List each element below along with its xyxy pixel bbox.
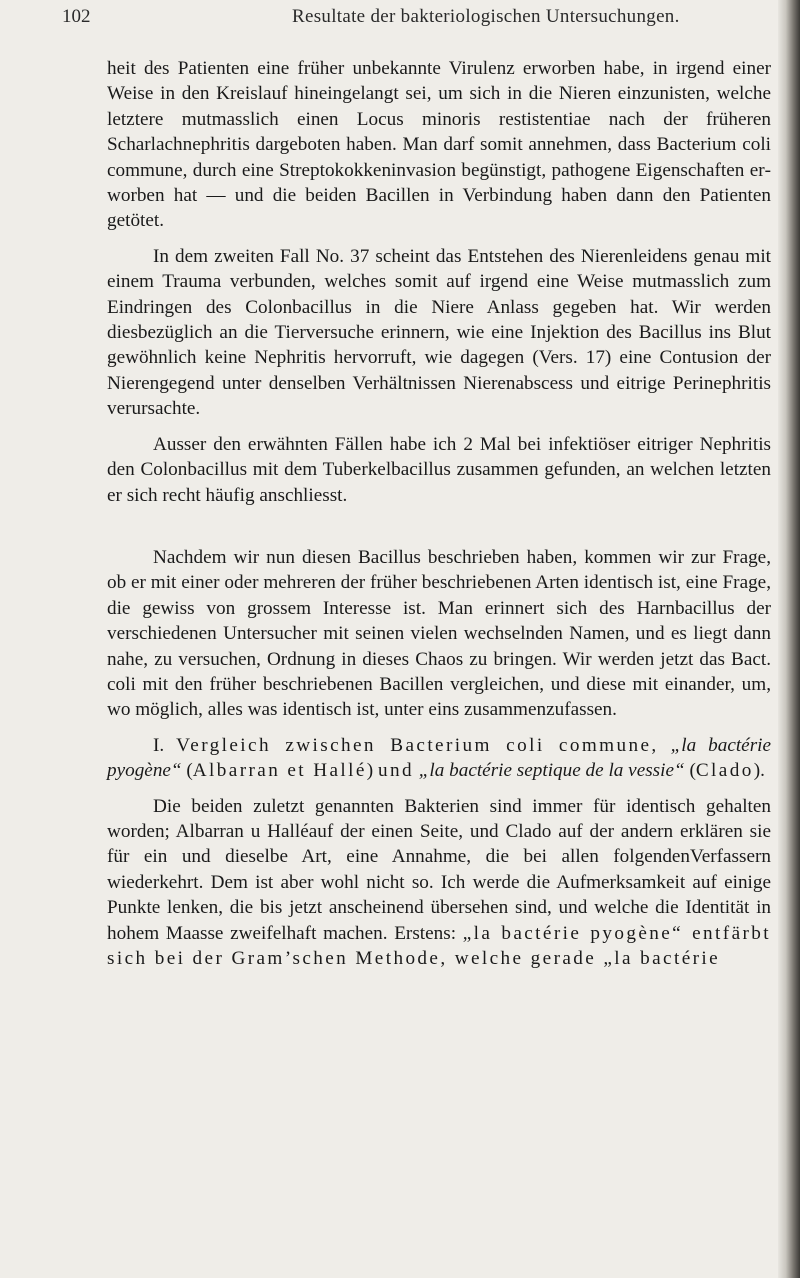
- section-heading-comparison: [107, 733, 771, 784]
- paragraph-fall-37: In dem zweiten Fall No. 37 scheint das Entstehen des Nierenleidens genau mit einem Trauma verbunden, welches somit auf irgend eine Weise mutmasslich zum Eindringen des Colonbacillus in die Niere Anlass gegeben hat. Wir werden diesbezüglich an die Tierversuche erinnern, wie eine Injektion des Bacillus ins Blut gewöhnlich keine Nephritis hervorruft, wie dagegen (Vers. 17) eine Contusion der Nierengegend unter denselben Verhältnissen Nierenabscess und eitrige Perinephritis verursachte.: [107, 245, 771, 420]
- paragraph-tuberkelbacillus: Ausser den erwähnten Fällen habe ich 2 Mal bei infektiöser eitriger Nephritis den Colonbacillus mit dem Tuberkelbacillus zusammen gefunden, an welchen letzten er sich recht häufig anschliesst.: [107, 433, 771, 506]
- page-edge-shadow: [778, 0, 800, 1278]
- body-text: [107, 56, 771, 971]
- discussion-text: Die beiden zuletzt genannten Bakterien sind immer für identisch gehalten worden; Albarran u Halléauf der einen Seite, und Clado auf der andern erklären sie für ein und dieselbe Art, eine Annahme, die bei allen folgendenVerfassern wiederkehrt. Dem ist aber wohl nicht so. Ich werde die Aufmerksamkeit auf einige Punkte lenken, die bis jetzt anscheinend übersehen sind, und welche die Identität in hohem Maasse zweifelhaft machen. Erstens:: [107, 795, 771, 944]
- paragraph-identity-discussion: [107, 794, 771, 972]
- heading-author-albarran: Albarran et Hallé: [192, 760, 367, 782]
- paragraph-continuation: heit des Patienten eine früher unbekannte Virulenz erworben habe, in irgend einer Weise in den Kreislauf hineingelangt sei, um sich in die Nieren einzunisten, welche letztere mutmasslich einen Locus minoris restistentiae nach der früheren Scharlachnephritis dargeboten haben. Man darf somit annehmen, dass Bacterium coli commune, durch eine Streptokokkeninvasion begünstigt, pathogene Eigenschaften erworben hat — und die beiden Bacillen in Verbindung haben dann den Patienten getötet.: [107, 58, 771, 232]
- page-number: 102: [62, 6, 91, 27]
- running-head: [62, 4, 762, 34]
- running-head-title: Resultate der bakteriologischen Untersuchungen.: [292, 6, 680, 27]
- heading-author-clado: Clado: [695, 760, 754, 782]
- heading-plain-part-1: (: [181, 760, 193, 782]
- section-numeral: I.: [153, 734, 165, 756]
- heading-italic-part-2: „la bactérie septique de la vessie“: [418, 760, 685, 782]
- heading-spaced-part-1: Vergleich zwischen Bacterium coli commune,: [176, 734, 659, 756]
- heading-und: und: [377, 760, 414, 782]
- heading-plain-part-3: (: [684, 760, 696, 782]
- heading-plain-part-4: ).: [753, 760, 765, 782]
- paragraph-identity-question: Nachdem wir nun diesen Bacillus beschrieben haben, kommen wir zur Frage, ob er mit einer oder mehreren der früher beschriebenen Arten identisch ist, eine Frage, die gewiss von grossem Interesse ist. Man erinnert sich des Harnbacillus der verschiedenen Untersucher mit seinen vielen wechselnden Namen, und es liegt dann nahe, zu versuchen, Ordnung in dieses Chaos zu bringen. Wir werden jetzt das Bact. coli mit den früher beschriebenen Bacillen vergleichen, und diese mit einander, um, wo möglich, alles was identisch ist, unter eins zusammenzufassen.: [107, 546, 771, 721]
- heading-italic-part-1: „la bactérie pyogène“: [107, 734, 772, 782]
- heading-plain-part-2: ): [366, 760, 378, 782]
- discussion-spaced-text: „la bactérie pyogène“ entfärbt sich bei der Gram’schen Methode, welche gerade „la bactérie: [107, 922, 771, 969]
